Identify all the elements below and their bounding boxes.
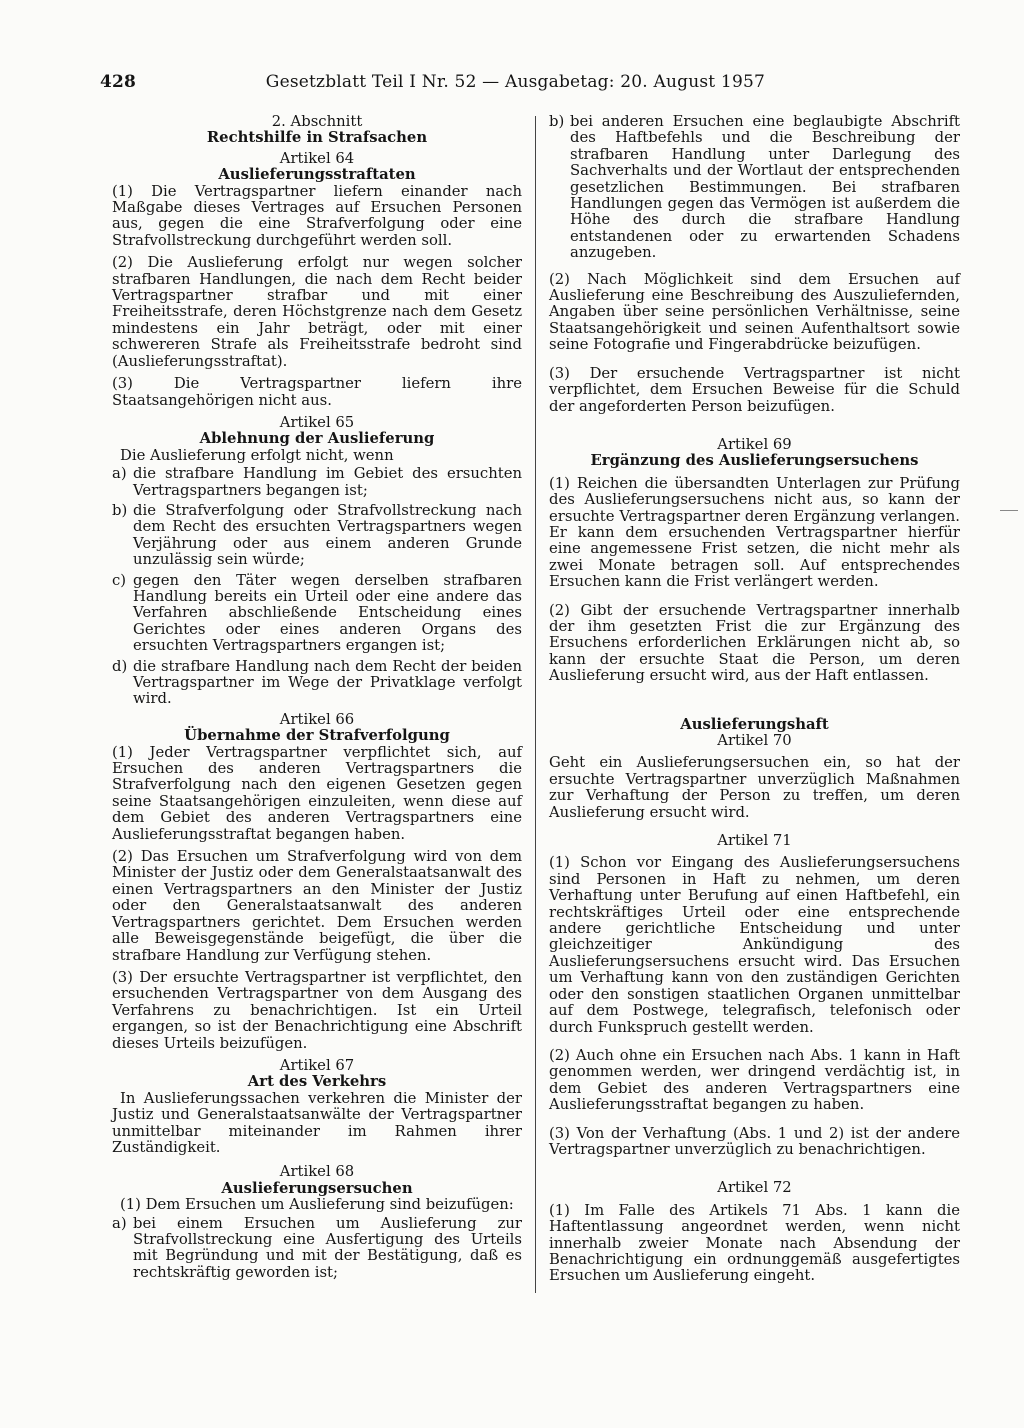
section-number: 2. Abschnitt xyxy=(271,113,363,130)
list-item-label: b) xyxy=(549,113,565,130)
article-67-label: Artikel 67 xyxy=(279,1056,355,1074)
article-68-paragraph-1: (1) Dem Ersuchen um Auslieferung sind beizufügen: xyxy=(120,1196,514,1214)
list-item-text: bei einem Ersuchen um Auslieferung zur Strafvollstreckung eine Ausfertigung des Urteils mit Begründung und mit der Bestätigung, daß es rechtskräftig geworden ist; xyxy=(133,1214,522,1281)
article-64-paragraph-3: (3) Die Vertragspartner liefern ihre Staatsangehörigen nicht aus. xyxy=(112,375,522,409)
article-64-paragraph-1: (1) Die Vertragspartner liefern einander nach Maßgabe dieses Vertrages auf Ersuchen Personen aus, gegen die eine Strafverfolgung oder eine Strafvollstreckung durchgeführt werden soll. xyxy=(112,182,522,249)
list-item-text: die Strafverfolgung oder Strafvollstreckung nach dem Recht des ersuchten Vertragspartners wegen Verjährung oder aus einem anderen Grunde unzulässig sein würde; xyxy=(133,501,522,569)
article-65-intro: Die Auslieferung erfolgt nicht, wenn xyxy=(120,446,394,464)
article-66-paragraph-2: (2) Das Ersuchen um Strafverfolgung wird von dem Minister der Justiz oder dem Generalstaatsanwalt des einen Vertragspartners an den Minister der Justiz oder den Generalstaatsanwalt des anderen Vertragspartners gerichtet. Dem Ersuchen werden alle Beweisgegenstände beigefügt, die über die strafbare Handlung zur Verfügung stehen. xyxy=(112,848,522,964)
list-item xyxy=(549,114,960,262)
article-69-title: Ergänzung des Auslieferungsersuchens xyxy=(590,452,919,470)
article-71-paragraph-1: (1) Schon vor Eingang des Auslieferungsersuchens sind Personen in Haft zu nehmen, um deren Verhaftung unter Berufung auf einen Haftbefehl, ein rechtskräftiges Urteil oder eine entsprechende andere gerichtliche Entscheidung und unter gleichzeitiger Ankündigung des Auslieferungsersuchens ersucht wird. Das Ersuchen um Verhaftung kann von den zuständigen Gerichten oder den sonstigen staatlichen Organen unmittelbar auf dem Postwege, telegrafisch, telefonisch oder durch Funkspruch gestellt werden. xyxy=(549,854,960,1036)
section-title: Rechtshilfe in Strafsachen xyxy=(206,129,428,147)
list-item-label: d) xyxy=(112,657,128,675)
article-69-paragraph-2: (2) Gibt der ersuchende Vertragspartner innerhalb der ihm gesetzten Frist die zur Ergänzung des Ersuchens erforderlichen Erklärungen nicht ab, so kann der ersuchte Staat die Person, um deren Auslieferung ersucht wird, aus der Haft entlassen. xyxy=(549,601,960,685)
article-70-paragraph-1: Geht ein Auslieferungsersuchen ein, so hat der ersuchte Vertragspartner unverzüglich Maßnahmen zur Verhaftung der Person zu treffen, um deren Auslieferung ersucht wird. xyxy=(549,754,960,821)
article-66-title: Übernahme der Strafverfolgung xyxy=(184,727,450,745)
column-divider xyxy=(535,116,536,1293)
list-item xyxy=(112,573,522,655)
list-item xyxy=(112,503,522,569)
list-item-text: die strafbare Handlung nach dem Recht der beiden Vertragspartner im Wege der Privatklage verfolgt wird. xyxy=(133,657,522,708)
auslieferungshaft-heading: Auslieferungshaft xyxy=(680,715,829,733)
list-item-label: a) xyxy=(112,1214,127,1232)
article-68-label: Artikel 68 xyxy=(279,1163,355,1181)
article-68-title: Auslieferungsersuchen xyxy=(221,1179,413,1197)
article-68-paragraph-3: (3) Der ersuchende Vertragspartner ist nicht verpflichtet, dem Ersuchen Beweise für die Schuld der angeforderten Person beizufügen. xyxy=(549,364,960,415)
article-65-label: Artikel 65 xyxy=(279,413,355,431)
margin-mark xyxy=(1000,510,1018,511)
article-66-paragraph-3: (3) Der ersuchte Vertragspartner ist verpflichtet, den ersuchenden Vertragspartner von dem Ausgang des Verfahrens zu benachrichtigen. Ist ein Urteil ergangen, so ist der Benachrichtigung eine Abschrift dieses Urteils beizufügen. xyxy=(112,968,522,1052)
article-67-paragraph-1: In Auslieferungssachen verkehren die Minister der Justiz und Generalstaatsanwälte der Vertragspartner unmittelbar miteinander im Rahmen ihrer Zuständigkeit. xyxy=(112,1089,522,1156)
list-item-text: bei anderen Ersuchen eine beglaubigte Abschrift des Haftbefehls und die Beschreibung der strafbaren Handlung unter Darlegung des Sachverhalts und der Wortlaut der entsprechenden gesetzlichen Bestimmungen. Bei strafbaren Handlungen gegen das Vermögen ist außerdem die Höhe des durch die strafbare Handlung entstandenen oder zu erwartenden Schadens anzugeben. xyxy=(570,113,960,262)
page-header xyxy=(100,72,765,96)
article-71-label: Artikel 71 xyxy=(717,832,792,850)
article-70-label: Artikel 70 xyxy=(717,732,792,749)
list-item-text: die strafbare Handlung im Gebiet des ersuchten Vertragspartners begangen ist; xyxy=(133,465,522,499)
list-item-label: c) xyxy=(112,571,127,589)
list-item-label: a) xyxy=(112,465,127,483)
article-69-paragraph-1: (1) Reichen die übersandten Unterlagen zur Prüfung des Auslieferungsersuchens nicht aus, so kann der ersuchte Vertragspartner deren Ergänzung verlangen. Er kann dem ersuchenden Vertragspartner hierfür eine angemessene Frist setzen, die nicht mehr als zwei Monate betragen soll. Auf entsprechendes Ersuchen kann die Frist verlängert werden. xyxy=(549,474,960,591)
gazette-title: Gesetzblatt Teil I Nr. 52 — Ausgabetag: 20. August 1957 xyxy=(265,72,765,92)
article-65-title: Ablehnung der Auslieferung xyxy=(199,430,435,448)
article-71-paragraph-2: (2) Auch ohne ein Ersuchen nach Abs. 1 kann in Haft genommen werden, wer dringend verdächtig ist, in dem Gebiet des anderen Vertragspartners eine Auslieferungsstraftat begangen zu haben. xyxy=(549,1046,960,1114)
article-66-paragraph-1: (1) Jeder Vertragspartner verpflichtet sich, auf Ersuchen des anderen Vertragspartners die Strafverfolgung nach den eigenen Gesetzen gegen seine Staatsangehörigen einzuleiten, wenn diese auf dem Gebiet des anderen Vertragspartners eine Auslieferungsstraftat begangen haben. xyxy=(112,743,522,843)
article-64-title: Auslieferungsstraftaten xyxy=(218,166,416,184)
article-66-label: Artikel 66 xyxy=(279,710,355,728)
article-67-title: Art des Verkehrs xyxy=(247,1073,387,1091)
page-number: 428 xyxy=(100,72,137,92)
article-64-paragraph-2: (2) Die Auslieferung erfolgt nur wegen solcher strafbaren Handlungen, die nach dem Recht beider Vertragspartner strafbar und mit einer Freiheitsstrafe, deren Höchstgrenze nach dem Gesetz mindestens ein Jahr beträgt, oder mit einer schwereren Strafe als Freiheitsstrafe bedroht sind (Auslieferungsstraftat). xyxy=(112,254,522,370)
right-column xyxy=(549,114,960,1291)
list-item xyxy=(112,659,522,708)
article-64-label: Artikel 64 xyxy=(279,149,355,167)
list-item-text: gegen den Täter wegen derselben strafbaren Handlung bereits ein Urteil oder eine andere das Verfahren abschließende Entscheidung eines Gerichtes oder eines anderen Organs des ersuchten Vertragspartners ergangen ist; xyxy=(133,571,522,655)
article-72-label: Artikel 72 xyxy=(717,1179,792,1197)
article-68-paragraph-2: (2) Nach Möglichkeit sind dem Ersuchen auf Auslieferung eine Beschreibung des Auszuliefernden, Angaben über seine persönlichen Verhältnisse, seine Staatsangehörigkeit und seinen Aufenthaltsort sowie seine Fotografie und Fingerabdrücke beizufügen. xyxy=(549,270,960,354)
article-71-paragraph-3: (3) Von der Verhaftung (Abs. 1 und 2) ist der andere Vertragspartner unverzüglich zu benachrichtigen. xyxy=(549,1124,960,1158)
left-column xyxy=(112,114,522,1285)
article-72-paragraph-1: (1) Im Falle des Artikels 71 Abs. 1 kann die Haftentlassung angeordnet werden, wenn nicht innerhalb zweier Monate nach Absendung der Benachrichtigung ein ordnunggemäß ausgefertigtes Ersuchen um Auslieferung eingeht. xyxy=(549,1201,960,1285)
list-item-label: b) xyxy=(112,501,128,519)
list-item xyxy=(112,1216,522,1282)
list-item xyxy=(112,466,522,499)
article-69-label: Artikel 69 xyxy=(717,435,792,453)
